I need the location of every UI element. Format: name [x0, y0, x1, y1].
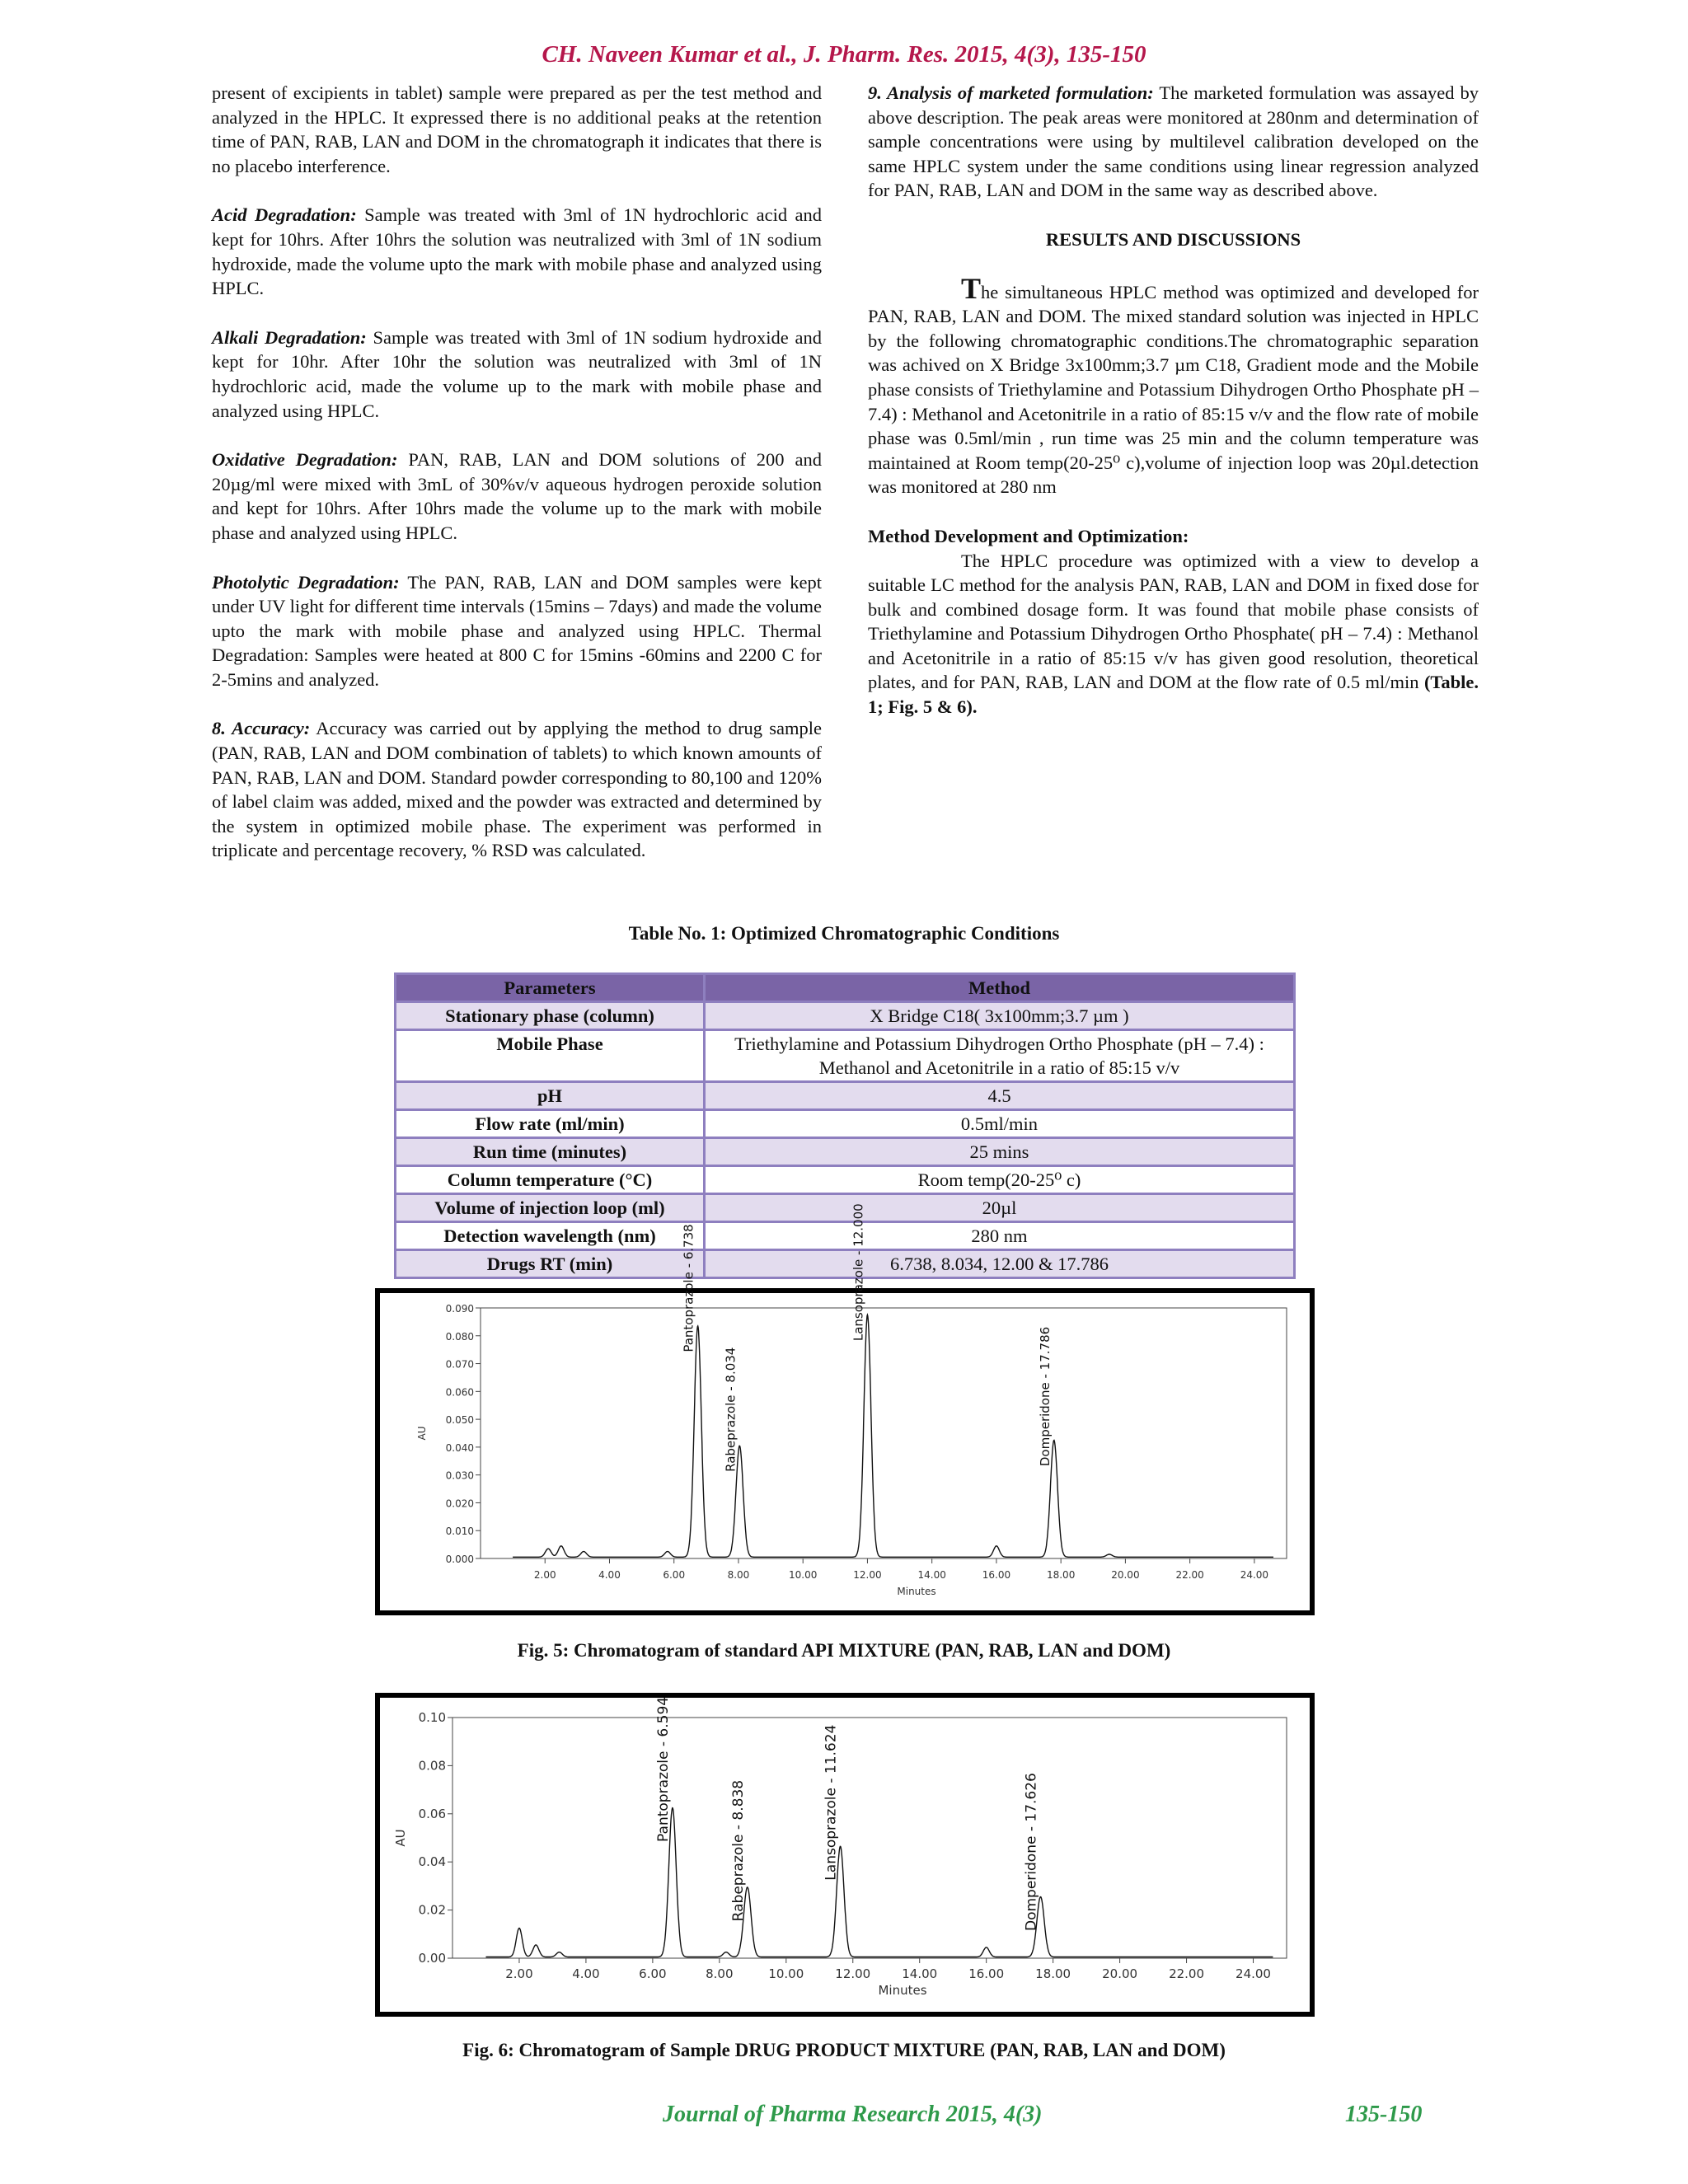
paragraph-accuracy — [212, 716, 822, 863]
y-tick-label: 0.070 — [445, 1358, 474, 1371]
table-header-parameters: Parameters — [396, 974, 705, 1002]
right-column — [868, 81, 1479, 719]
x-tick-label: 14.00 — [917, 1569, 946, 1581]
lead-marketed-formulation: 9. Analysis of marketed formulation: — [868, 82, 1154, 103]
peak-label: Pantoprazole - 6.738 — [681, 1224, 696, 1352]
y-tick-label: 0.050 — [445, 1414, 474, 1427]
y-axis-label: AU — [416, 1426, 428, 1441]
peak-label: Pantoprazole - 6.594 — [654, 1696, 672, 1842]
table-cell-parameter: Column temperature (°C) — [396, 1166, 705, 1194]
y-axis-label: AU — [393, 1829, 408, 1847]
figure-6-chromatogram — [375, 1693, 1315, 2017]
paragraph-marketed-formulation — [868, 81, 1479, 203]
paragraph-results — [868, 271, 1479, 499]
left-column — [212, 81, 822, 888]
x-tick-label: 20.00 — [1111, 1569, 1140, 1581]
table-row — [396, 1030, 1295, 1082]
x-tick-label: 16.00 — [968, 1966, 1005, 1981]
y-tick-label: 0.090 — [445, 1303, 474, 1315]
text-method-development: The HPLC procedure was optimized with a view to develop a suitable LC method for the analysis PAN, RAB, LAN and DOM in fixed dose for bulk and combined dosage form. It was found that mobile phase consists of Triethylamine and Potassium Dihydrogen Ortho Phosphate( pH – 7.4) : Methanol and Acetonitrile in a ratio of 85:15 v/v has given good resolution, theoretical plates, and for PAN, RAB, LAN and DOM at the flow rate of 0.5 ml/min — [868, 550, 1479, 693]
lead-acid-degradation: Acid Degradation: — [212, 204, 357, 226]
table-figure-reference: (Table. 1; Fig. 5 & 6). — [868, 672, 1479, 718]
paragraph-acid-degradation — [212, 203, 822, 300]
section-title-method-development: Method Development and Optimization: — [868, 525, 1189, 546]
y-tick-label: 0.06 — [418, 1806, 446, 1821]
text-accuracy: Accuracy was carried out by applying the method to drug sample (PAN, RAB, LAN and DOM combination of tablets) to which known amounts of PAN, RAB, LAN and DOM. Standard powder corresponding to 80,100 and 120% of label claim was added, mixed and the powder was extracted and determined by the system in optimized mobile phase. The experiment was performed in triplicate and percentage recovery, % RSD was calculated. — [212, 718, 823, 861]
running-header: CH. Naveen Kumar et al., J. Pharm. Res. 2015, 4(3), 135-150 — [542, 41, 1146, 68]
figure-6-caption: Fig. 6: Chromatogram of Sample DRUG PRODUCT MIXTURE (PAN, RAB, LAN and DOM) — [462, 2040, 1226, 2060]
table-row — [396, 1110, 1295, 1138]
x-tick-label: 8.00 — [727, 1569, 750, 1581]
x-tick-label: 8.00 — [706, 1966, 734, 1981]
peak-label: Lansoprazole - 11.624 — [823, 1724, 840, 1881]
y-tick-label: 0.080 — [445, 1330, 474, 1343]
table-cell-method: Room temp(20-25⁰ c) — [705, 1166, 1295, 1194]
x-tick-label: 18.00 — [1035, 1966, 1071, 1981]
y-tick-label: 0.030 — [445, 1469, 474, 1482]
y-tick-label: 0.02 — [418, 1902, 446, 1918]
x-tick-label: 2.00 — [505, 1966, 533, 1981]
x-tick-label: 18.00 — [1046, 1569, 1076, 1581]
x-tick-label: 12.00 — [835, 1966, 871, 1981]
table-cell-method: 4.5 — [705, 1082, 1295, 1110]
signal-trace — [486, 1808, 1273, 1957]
paragraph-photolytic-degradation — [212, 570, 822, 692]
peak-label: Rabeprazole - 8.838 — [729, 1779, 747, 1922]
table-header-method: Method — [705, 974, 1295, 1002]
text-alkali-degradation: Sample was treated with 3ml of 1N sodium hydroxide and kept for 10hr. After 10hr the solution was neutralized with 3ml of 1N hydrochloric acid, made the volume up to the mark with mobile phase and analyzed using HPLC. — [212, 326, 822, 421]
x-tick-label: 10.00 — [789, 1569, 818, 1581]
y-tick-label: 0.010 — [445, 1526, 474, 1538]
table-row — [396, 1166, 1295, 1194]
x-tick-label: 4.00 — [598, 1569, 621, 1581]
table-cell-parameter: Drugs RT (min) — [396, 1250, 705, 1278]
y-tick-label: 0.060 — [445, 1386, 474, 1399]
dropcap-results: T — [961, 271, 982, 305]
table-row — [396, 1250, 1295, 1278]
y-tick-label: 0.00 — [418, 1951, 446, 1966]
x-tick-label: 24.00 — [1240, 1569, 1269, 1581]
peak-label: Domperidone - 17.786 — [1037, 1326, 1053, 1467]
x-tick-label: 24.00 — [1236, 1966, 1271, 1981]
chromatogram-sample-drug-product — [380, 1698, 1310, 2012]
x-tick-label: 6.00 — [639, 1966, 667, 1981]
footer-journal: Journal of Pharma Research 2015, 4(3) — [663, 2102, 1043, 2127]
text-photolytic-degradation: The PAN, RAB, LAN and DOM samples were kept under UV light for different time intervals (15mins – 7days) and made the volume upto the mark with mobile phase and analyzed using HPLC. Thermal Degradation: Samples were heated at 800 C for 15mins -60mins and 2200 C for 2-5mins and analyzed. — [212, 571, 822, 690]
lead-photolytic-degradation: Photolytic Degradation: — [212, 571, 400, 593]
text-results: he simultaneous HPLC method was optimized and developed for PAN, RAB, LAN and DOM. The mixed standard solution was injected in HPLC by the following chromatographic conditions.The chromatographic separation was achived on X Bridge 3x100mm;3.7 µm C18, Gradient mode and the Mobile phase consists of Triethylamine and Potassium Dihydrogen Ortho Phosphate pH – 7.4) : Methanol and Acetonitrile in a ratio of 85:15 v/v and the flow rate of mobile phase was 0.5ml/min , run time was 25 min and the column temperature was maintained at Room temp(20-25⁰ c),volume of injection loop was 20µl.detection was monitored at 280 nm — [868, 281, 1479, 498]
paragraph-intro: present of excipients in tablet) sample were prepared as per the test method and analyzed in the HPLC. It expressed there is no additional peaks at the retention time of PAN, RAB, LAN and DOM in the chromatograph it indicates that there is no placebo interference. — [212, 82, 822, 176]
x-axis-label: Minutes — [897, 1586, 936, 1597]
footer-pages: 135-150 — [1345, 2102, 1423, 2127]
y-tick-label: 0.020 — [445, 1497, 474, 1510]
table-cell-method: 6.738, 8.034, 12.00 & 17.786 — [705, 1250, 1295, 1278]
x-tick-label: 14.00 — [902, 1966, 938, 1981]
table-cell-parameter: Flow rate (ml/min) — [396, 1110, 705, 1138]
table-row — [396, 1194, 1295, 1222]
table-cell-method: 0.5ml/min — [705, 1110, 1295, 1138]
lead-oxidative-degradation: Oxidative Degradation: — [212, 449, 398, 471]
table-cell-parameter: Detection wavelength (nm) — [396, 1222, 705, 1250]
x-tick-label: 12.00 — [853, 1569, 882, 1581]
table-row — [396, 1222, 1295, 1250]
table-row — [396, 1082, 1295, 1110]
table-header-row — [396, 974, 1295, 1002]
x-tick-label: 20.00 — [1102, 1966, 1138, 1981]
y-tick-label: 0.000 — [445, 1554, 474, 1565]
table-cell-method: 25 mins — [705, 1138, 1295, 1166]
lead-alkali-degradation: Alkali Degradation: — [212, 326, 367, 348]
table-cell-method: X Bridge C18( 3x100mm;3.7 µm ) — [705, 1002, 1295, 1030]
table-cell-parameter: Run time (minutes) — [396, 1138, 705, 1166]
peak-label: Domperidone - 17.626 — [1023, 1773, 1040, 1931]
section-title-results: RESULTS AND DISCUSSIONS — [1045, 228, 1301, 250]
table-row — [396, 1138, 1295, 1166]
chromatographic-conditions-table — [394, 972, 1296, 1279]
y-tick-label: 0.04 — [418, 1854, 446, 1870]
paragraph-alkali-degradation — [212, 326, 822, 423]
text-marketed-formulation: The marketed formulation was assayed by above description. The peak areas were monitored at 280nm and determination of sample concentrations were using by multilevel calibration developed on the same HPLC system under the same conditions using linear regression analyzed for PAN, RAB, LAN and DOM in the same way as described above. — [868, 82, 1479, 201]
table-cell-parameter: pH — [396, 1082, 705, 1110]
paragraph-oxidative-degradation — [212, 448, 822, 545]
table-row — [396, 1002, 1295, 1030]
paragraph-method-development — [868, 549, 1479, 719]
plot-frame — [481, 1308, 1287, 1558]
x-tick-label: 16.00 — [982, 1569, 1011, 1581]
lead-accuracy: 8. Accuracy: — [212, 718, 311, 739]
x-tick-label: 2.00 — [533, 1569, 556, 1581]
table-cell-parameter: Volume of injection loop (ml) — [396, 1194, 705, 1222]
signal-trace — [513, 1315, 1273, 1557]
table-caption: Table No. 1: Optimized Chromatographic Conditions — [628, 923, 1060, 944]
figure-5-caption: Fig. 5: Chromatogram of standard API MIXTURE (PAN, RAB, LAN and DOM) — [517, 1640, 1171, 1661]
x-axis-label: Minutes — [878, 1983, 927, 1998]
y-tick-label: 0.040 — [445, 1441, 474, 1454]
y-tick-label: 0.10 — [418, 1710, 446, 1725]
table-cell-method: Triethylamine and Potassium Dihydrogen Ortho Phosphate (pH – 7.4) : Methanol and Acetonitrile in a ratio of 85:15 v/v — [705, 1030, 1295, 1082]
x-tick-label: 22.00 — [1169, 1966, 1205, 1981]
table-cell-parameter: Stationary phase (column) — [396, 1002, 705, 1030]
text-acid-degradation: Sample was treated with 3ml of 1N hydrochloric acid and kept for 10hrs. After 10hrs the solution was neutralized with 3ml of 1N sodium hydroxide, made the volume upto the mark with mobile phase and analyzed using HPLC. — [212, 204, 823, 299]
table-cell-method: 20µl — [705, 1194, 1295, 1222]
peak-label: Rabeprazole - 8.034 — [723, 1347, 738, 1472]
x-tick-label: 22.00 — [1175, 1569, 1204, 1581]
plot-frame — [452, 1718, 1287, 1958]
text-oxidative-degradation: PAN, RAB, LAN and DOM solutions of 200 and 20µg/ml were mixed with 3mL of 30%v/v aqueous hydrogen peroxide solution and kept for 10hrs. After 10hrs made the volume up to the mark with mobile phase and analyzed using HPLC. — [212, 449, 822, 543]
y-tick-label: 0.08 — [418, 1758, 446, 1774]
x-tick-label: 4.00 — [572, 1966, 600, 1981]
x-tick-label: 6.00 — [663, 1569, 686, 1581]
table-cell-parameter: Mobile Phase — [396, 1030, 705, 1082]
peak-label: Lansoprazole - 12.000 — [851, 1203, 866, 1342]
table-cell-method: 280 nm — [705, 1222, 1295, 1250]
x-tick-label: 10.00 — [768, 1966, 804, 1981]
